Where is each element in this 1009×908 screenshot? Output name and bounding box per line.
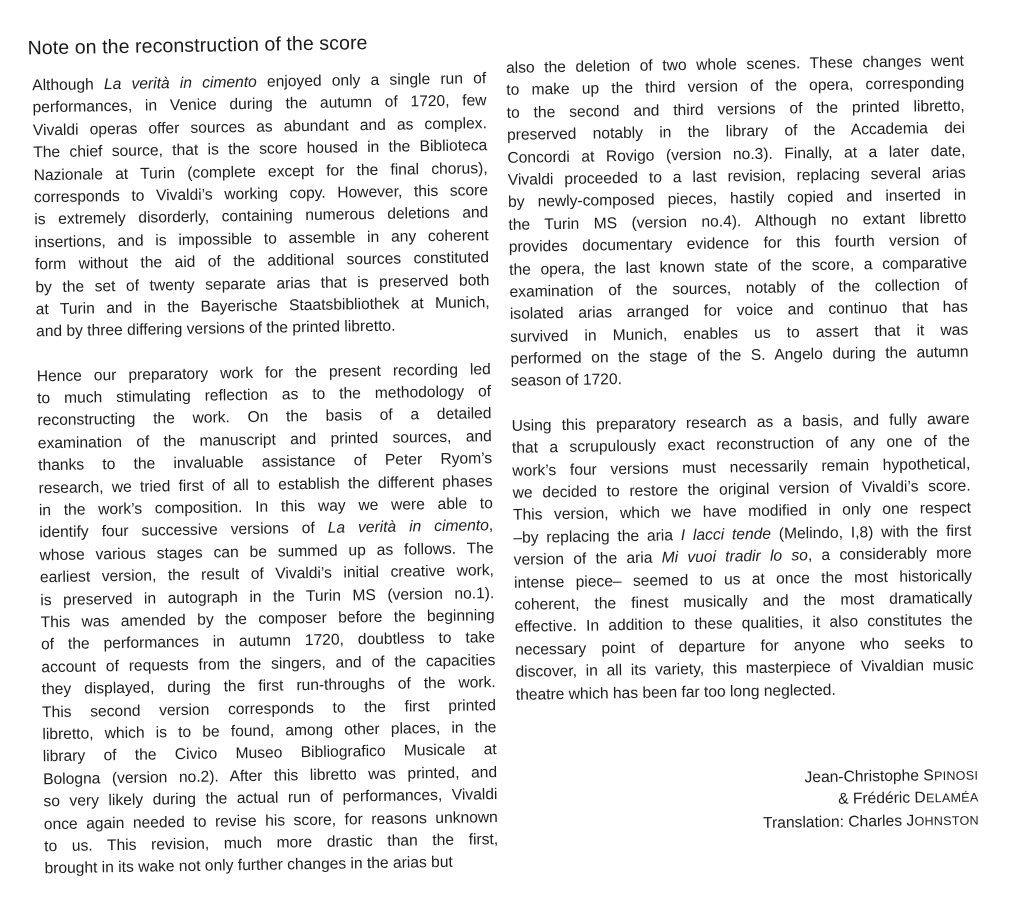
text-run: Vivaldi operas offer sources as abundant and as complex. [32, 114, 488, 140]
text-run: examination of the manuscript and printed sources, and [37, 427, 492, 453]
italic-title: Mi vuoi tradir lo so [661, 547, 809, 567]
text-run: also the deletion of two whole scenes. These changes went [505, 52, 965, 77]
text-run: is extremely disorderly, containing numerous deletions and [34, 204, 489, 229]
text-run: earliest version, the result of Vivaldi’s initial creative work, [39, 562, 495, 587]
translator-surname: JOHNSTON [906, 812, 979, 830]
signature-block [678, 765, 979, 837]
text-run: to much stimulating reflection as to the methodology of [37, 383, 492, 408]
text-run: , a considerably more [807, 544, 972, 565]
text-run: enjoyed only a single run of [256, 70, 487, 91]
right-column [506, 51, 974, 707]
text-run: intense piece– seemed to us at once the most historically [513, 567, 973, 592]
text-run: , [488, 517, 494, 535]
text-run: is preserved in autograph in the Turin MS (version no.1). [40, 584, 495, 609]
text-run: the Turin MS (version no.4). Although no extant libretto [508, 209, 967, 234]
text-run: identify four successive versions of [39, 520, 328, 542]
text-run: –by replacing the aria [513, 526, 681, 547]
text-run: in the work’s composition. In this way we were able to [38, 495, 493, 520]
text-run: Nazionale at Turin (complete except for the final chorus), [33, 159, 488, 184]
text-run: so very likely during the actual run of performances, Vivaldi [43, 786, 498, 811]
text-run: isolated arias arranged for voice and continuo that has [509, 298, 968, 324]
text-run: they displayed, during the first run-throughs of the work. [41, 674, 496, 699]
text-run: This version, which we have modified in only one respect [512, 500, 972, 525]
page-title: Note on the reconstruction of the score [27, 32, 368, 60]
text-run: the opera, the last known state of the score, a comparative [509, 254, 968, 279]
text-run: discover, in all its variety, this masterpiece of Vivaldian music [515, 656, 974, 681]
text-run: preserved notably in the library of the Accademia dei [506, 119, 966, 145]
text-run: once again needed to revise his score, for reasons unknown [43, 808, 498, 833]
text-run: examination of the sources, notably of the collection of [509, 276, 968, 301]
text-run: Hence our preparatory work for the present recording led [36, 360, 491, 385]
paragraph [37, 359, 499, 881]
italic-title: La verità in cimento [327, 517, 489, 538]
text-run: theatre which has been far too long neglected. [515, 681, 836, 704]
text-run: to make up the third version of the opera, corresponding [506, 75, 965, 100]
text-run: Using this preparatory research as a basis, and fully aware [511, 410, 970, 435]
text-run: brought in its wake not only further changes in the arias but [44, 854, 453, 878]
text-run: insertions, and is impossible to assemble in any coherent [34, 226, 489, 252]
text-run: whose various stages can be summed up as follows. The [39, 539, 494, 565]
italic-title: La verità in cimento [103, 73, 257, 94]
text-run: coherent, the finest musically and the most dramatically [514, 589, 973, 614]
paragraph [506, 51, 969, 394]
text-run: (Melindo, I,8) with the first [770, 522, 972, 543]
italic-title: I lacci tende [680, 525, 772, 544]
text-run: of the performances in autumn 1720, doubtless to take [40, 629, 496, 654]
text-run: performances, in Venice during the autumn of 1720, few [32, 92, 487, 117]
text-run: libretto, which is to be found, among other places, in the [42, 719, 497, 744]
text-run: by the set of twenty separate arias that is preserved both [35, 271, 490, 296]
text-run: version of the aria [513, 549, 662, 569]
text-run: that a scrupulously exact reconstruction of any one of the [511, 432, 971, 458]
text-run: at Turin and in the Bayerische Staatsbibliothek at Munich, [35, 294, 490, 319]
text-run: survived in Munich, enables us to assert that it was [510, 321, 969, 346]
text-run: we decided to restore the original version of Vivaldi’s score. [512, 477, 971, 502]
text-run: work’s four versions must necessarily remain hypothetical, [512, 455, 971, 480]
text-run: Bologna (version no.2). After this libretto was printed, and [42, 763, 498, 788]
text-run: and by three differing versions of the printed libretto. [35, 317, 396, 341]
text-run: to us. This revision, much more drastic than the first, [44, 830, 499, 856]
text-run: to the second and third versions of the printed libretto, [506, 97, 965, 122]
text-run: Although [32, 76, 105, 95]
paragraph [32, 68, 490, 344]
text-run: library of the Civico Museo Bibliografico Musicale at [42, 741, 497, 766]
text-run: provides documentary evidence for this fourth version of [508, 231, 967, 256]
paragraph [511, 408, 974, 706]
text-run: performed on the stage of the S. Angelo during the autumn [510, 343, 969, 368]
text-run: Vivaldi proceeded to a last revision, replacing several arias [507, 164, 966, 189]
author-1-given-name: Jean-Christophe [804, 767, 920, 787]
text-run: thanks to the invaluable assistance of Peter Ryom’s [38, 450, 493, 475]
text-run: reconstructing the work. On the basis of a detailed [37, 405, 492, 430]
author-1-surname: SPINOSI [923, 767, 979, 785]
author-2-surname: DELAMÉA [914, 789, 979, 807]
translation-label: Translation: Charles [762, 812, 903, 832]
text-run: season of 1720. [510, 371, 623, 391]
text-run: effective. In addition to these qualities, it also constitutes the [514, 611, 973, 637]
text-run: form without the aid of the additional sources constituted [34, 249, 490, 274]
text-run: This was amended by the composer before the beginning [40, 607, 495, 632]
text-run: This second version corresponds to the first printed [41, 696, 497, 721]
text-run: corresponds to Vivaldi’s working copy. However, this score [33, 182, 489, 207]
text-run: research, we tried first of all to establish the different phases [38, 472, 493, 497]
author-2-given-name: & Frédéric [838, 790, 911, 809]
text-run: The chief source, that is the score housed in the Biblioteca [33, 137, 488, 162]
text-run: Concordi at Rovigo (version no.3). Finally, at a later date, [507, 142, 966, 167]
text-run: necessary point of departure for anyone who seeks to [515, 634, 974, 659]
translator-credit [679, 809, 979, 836]
left-column [32, 68, 499, 881]
text-run: by newly-composed pieces, hastily copied and inserted in [507, 186, 967, 212]
text-run: account of requests from the singers, and of the capacities [41, 651, 496, 676]
